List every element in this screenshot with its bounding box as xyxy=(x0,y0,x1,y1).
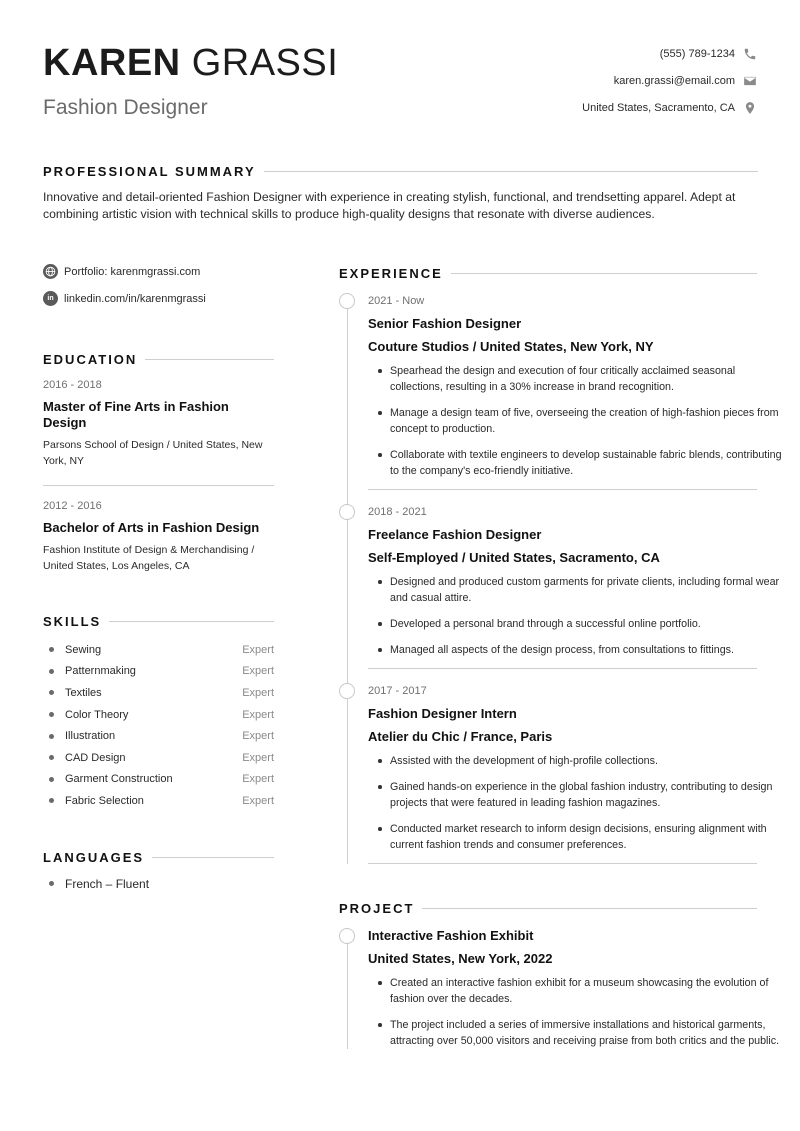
divider xyxy=(152,857,274,858)
project-timeline xyxy=(339,928,780,1049)
summary-text: Innovative and detail-oriented Fashion Designer with experience in creating stylish, functional, and trendsetting apparel. Adept at combining artistic vision with technical skills to produce high-quality designs that resonate with diverse audiences. xyxy=(43,190,736,221)
skill-name: Patternmaking xyxy=(65,665,136,678)
job-bullet: Gained hands-on experience in the global fashion industry, contributing to design projects that were featured in leading fashion magazines. xyxy=(368,779,786,811)
section-heading xyxy=(43,614,274,629)
bullet-dot xyxy=(49,755,54,760)
skill-item xyxy=(43,790,274,812)
phone-icon xyxy=(743,47,757,61)
job-bullet: Managed all aspects of the design process, from consultations to fittings. xyxy=(368,642,786,658)
skill-level: Expert xyxy=(242,773,274,786)
job-company: Self-Employed / United States, Sacramento, CA xyxy=(368,550,660,565)
timeline-marker xyxy=(339,683,355,699)
skills-section xyxy=(43,614,274,812)
candidate-name xyxy=(43,44,338,82)
right-column xyxy=(339,266,782,1059)
skill-item xyxy=(43,725,274,747)
experience-timeline xyxy=(339,293,782,864)
timeline-marker xyxy=(339,504,355,520)
skill-item xyxy=(43,682,274,704)
section-heading-label: EXPERIENCE xyxy=(339,266,443,281)
divider xyxy=(109,621,274,622)
timeline-marker xyxy=(339,293,355,309)
email-text: karen.grassi@email.com xyxy=(613,74,735,87)
last-name: GRASSI xyxy=(191,42,339,84)
section-heading-label: LANGUAGES xyxy=(43,849,145,865)
portfolio-text: Portfolio: karenmgrassi.com xyxy=(64,265,201,278)
skill-level: Expert xyxy=(242,751,274,764)
bullet-dot xyxy=(49,734,54,739)
project-bullet: The project included a series of immersive installations and historical garments, attracting over 50,000 visitors and receiving praise from both critics and the public. xyxy=(368,1017,786,1049)
left-column xyxy=(43,258,274,891)
job-bullet: Assisted with the development of high-profile collections. xyxy=(368,753,786,769)
contact-block xyxy=(582,40,757,121)
skill-item xyxy=(43,747,274,769)
section-heading-label: SKILLS xyxy=(43,614,102,629)
job-date: 2017 - 2017 xyxy=(368,685,427,697)
experience-item xyxy=(339,683,773,864)
skill-level: Expert xyxy=(242,686,274,699)
section-heading xyxy=(43,850,274,865)
bullet-dot xyxy=(49,647,54,652)
education-degree: Bachelor of Arts in Fashion Design xyxy=(43,520,260,535)
linkedin-text: linkedin.com/in/karenmgrassi xyxy=(64,292,206,305)
phone-text: (555) 789-1234 xyxy=(659,47,735,60)
skill-item xyxy=(43,704,274,726)
job-role: Fashion Designer xyxy=(43,96,208,119)
experience-item xyxy=(339,504,780,669)
divider xyxy=(264,171,758,172)
divider xyxy=(422,908,757,909)
job-bullets xyxy=(368,574,780,658)
experience-item xyxy=(339,293,782,490)
contact-email[interactable] xyxy=(582,67,757,94)
professional-summary xyxy=(43,164,758,223)
divider xyxy=(368,863,757,864)
bullet-dot xyxy=(49,669,54,674)
education-date: 2012 - 2016 xyxy=(43,500,102,512)
job-bullet: Developed a personal brand through a successful online portfolio. xyxy=(368,616,786,632)
education-degree: Master of Fine Arts in Fashion Design xyxy=(43,399,229,430)
education-date: 2016 - 2018 xyxy=(43,379,102,391)
language-text: French – Fluent xyxy=(65,876,150,891)
education-item xyxy=(43,485,274,574)
skill-item xyxy=(43,769,274,791)
bullet-dot xyxy=(49,798,54,803)
section-heading-label: EDUCATION xyxy=(43,352,138,367)
project-bullets xyxy=(368,975,780,1049)
job-company: Atelier du Chic / France, Paris xyxy=(368,729,553,744)
project-location: United States, New York, 2022 xyxy=(368,951,553,966)
section-heading xyxy=(339,901,757,916)
skill-name: Sewing xyxy=(65,643,102,656)
skill-level: Expert xyxy=(242,794,274,807)
divider xyxy=(368,489,757,490)
map-pin-icon xyxy=(743,101,757,115)
job-title: Fashion Designer Intern xyxy=(368,706,517,721)
project-section xyxy=(339,901,780,1049)
skill-level: Expert xyxy=(242,643,274,656)
contact-location xyxy=(582,94,757,121)
languages-section xyxy=(43,850,274,891)
bullet-dot xyxy=(49,777,54,782)
skill-name: Color Theory xyxy=(65,708,129,721)
skill-item xyxy=(43,639,274,661)
linkedin-icon: in xyxy=(43,291,58,306)
divider xyxy=(368,668,757,669)
job-date: 2021 - Now xyxy=(368,295,425,307)
job-bullet: Collaborate with textile engineers to develop sustainable fabric blends, contributing to the company's eco-friendly initiative. xyxy=(368,447,786,479)
bullet-dot xyxy=(49,881,54,886)
job-company: Couture Studios / United States, New York, NY xyxy=(368,339,654,354)
job-bullet: Spearhead the design and execution of four critically acclaimed seasonal collections, resulting in a 30% increase in brand recognition. xyxy=(368,363,786,395)
bullet-dot xyxy=(49,712,54,717)
skill-level: Expert xyxy=(242,730,274,743)
skill-list xyxy=(43,639,274,812)
first-name: KAREN xyxy=(43,42,181,84)
job-bullet: Conducted market research to inform design decisions, ensuring alignment with current fashion trends and consumer preferences. xyxy=(368,821,786,853)
divider xyxy=(145,359,274,360)
job-bullet: Manage a design team of five, overseeing the creation of high-fashion pieces from concept to production. xyxy=(368,405,786,437)
skill-level: Expert xyxy=(242,708,274,721)
section-heading xyxy=(339,266,757,281)
skill-name: CAD Design xyxy=(65,751,126,764)
section-heading xyxy=(43,352,274,367)
language-item xyxy=(43,877,274,891)
education-section xyxy=(43,352,274,574)
project-name: Interactive Fashion Exhibit xyxy=(368,928,534,943)
skill-name: Fabric Selection xyxy=(65,794,144,807)
skill-name: Textiles xyxy=(65,686,102,699)
timeline-marker xyxy=(339,928,355,944)
section-heading-label: PROJECT xyxy=(339,901,415,916)
job-bullet: Designed and produced custom garments for private clients, including formal wear and casual attire. xyxy=(368,574,786,606)
globe-icon xyxy=(43,264,58,279)
skill-level: Expert xyxy=(242,665,274,678)
skill-name: Illustration xyxy=(65,730,116,743)
contact-phone[interactable] xyxy=(582,40,757,67)
job-date: 2018 - 2021 xyxy=(368,506,427,518)
skill-item xyxy=(43,661,274,683)
job-bullets xyxy=(368,363,782,479)
location-text: United States, Sacramento, CA xyxy=(582,101,735,114)
project-item xyxy=(339,928,780,1049)
skill-name: Garment Construction xyxy=(65,773,173,786)
project-bullet: Created an interactive fashion exhibit for a museum showcasing the evolution of fashion over the decades. xyxy=(368,975,786,1007)
portfolio-link[interactable] xyxy=(43,258,274,285)
job-bullets xyxy=(368,753,773,853)
education-school: Parsons School of Design / United States, New York, NY xyxy=(43,439,263,467)
linkedin-link[interactable] xyxy=(43,285,274,312)
divider xyxy=(451,273,757,274)
section-heading xyxy=(43,164,758,179)
job-title: Senior Fashion Designer xyxy=(368,316,522,331)
bullet-dot xyxy=(49,690,54,695)
education-school: Fashion Institute of Design & Merchandising / United States, Los Angeles, CA xyxy=(43,544,255,572)
section-heading-label: PROFESSIONAL SUMMARY xyxy=(43,164,256,179)
education-item xyxy=(43,367,274,469)
job-title: Freelance Fashion Designer xyxy=(368,527,542,542)
envelope-icon xyxy=(743,74,757,88)
